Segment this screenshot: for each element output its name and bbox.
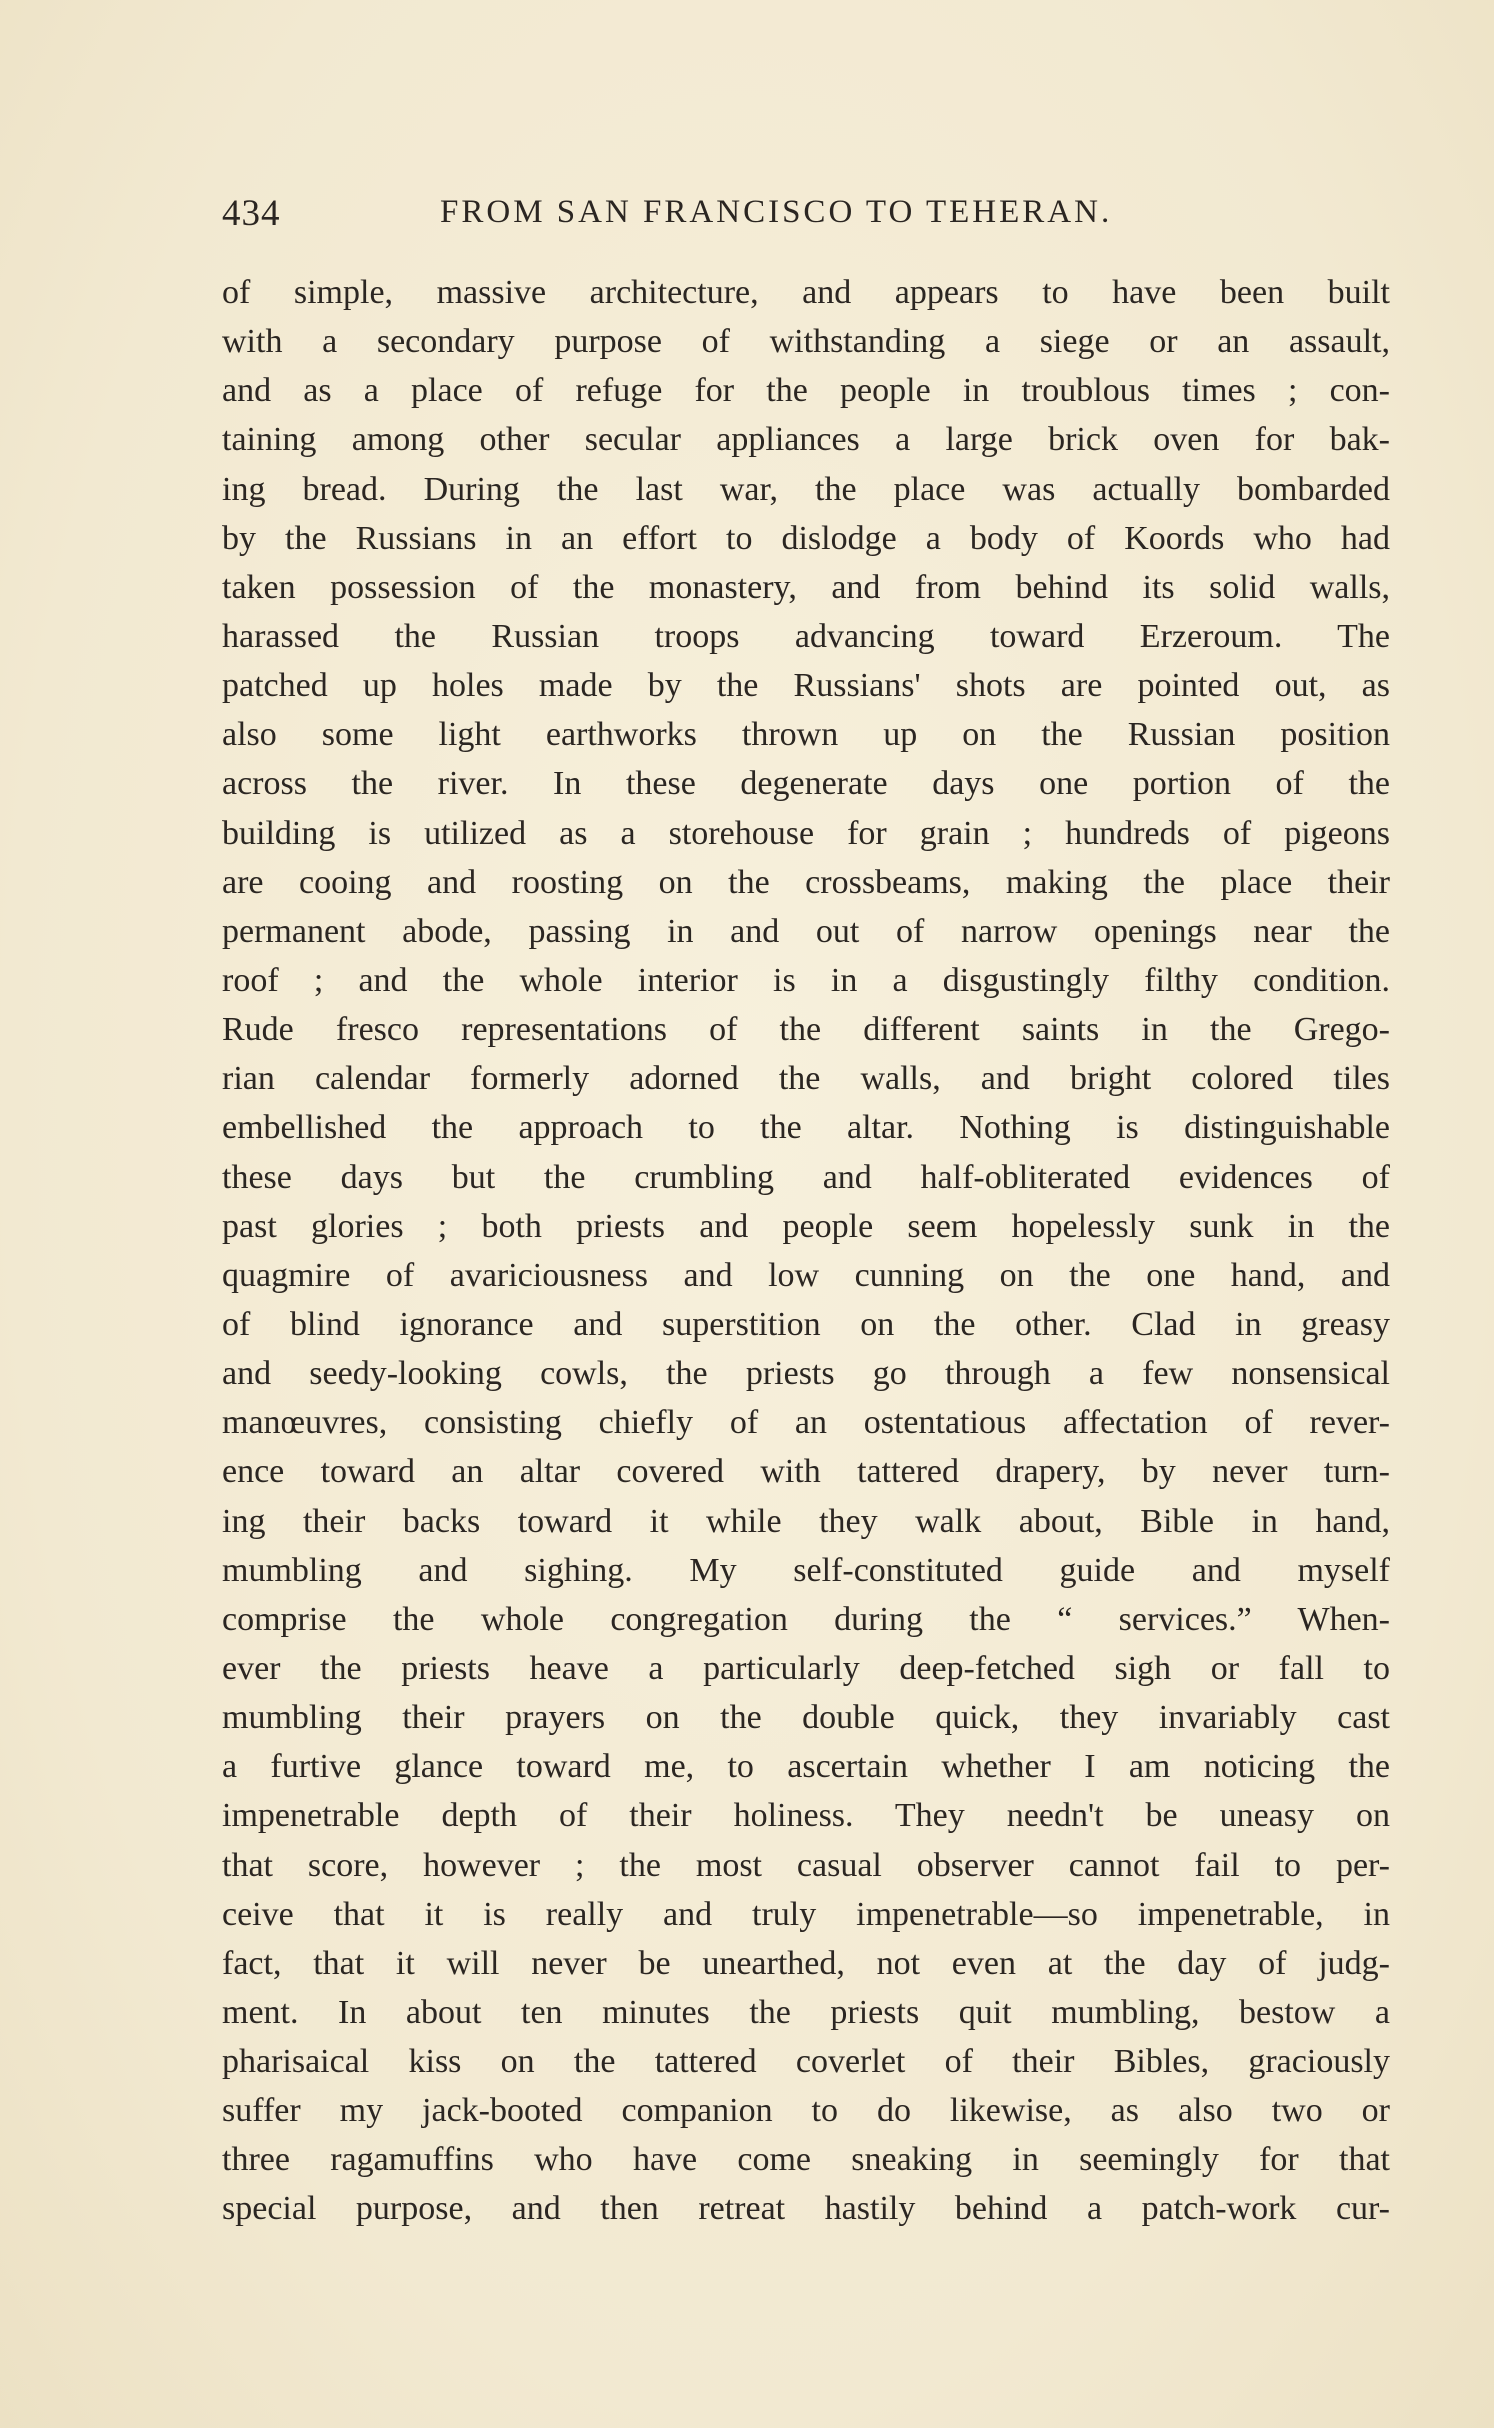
text-line: harassed the Russian troops advancing toward Erzeroum. The xyxy=(222,617,1390,655)
body-paragraph xyxy=(222,268,1390,2234)
text-line: rian calendar formerly adorned the walls, and bright colored tiles xyxy=(222,1060,1390,1098)
text-line: pharisaical kiss on the tattered coverlet of their Bibles, graciously xyxy=(222,2043,1390,2081)
text-line: three ragamuffins who have come sneaking in seemingly for that xyxy=(222,2141,1390,2179)
text-line: ing bread. During the last war, the place was actually bombarded xyxy=(222,470,1390,508)
text-line: these days but the crumbling and half-obliterated evidences of xyxy=(222,1158,1390,1196)
running-title: FROM SAN FRANCISCO TO TEHERAN. xyxy=(440,194,1113,230)
text-line: mumbling and sighing. My self-constituted guide and myself xyxy=(222,1551,1390,1589)
text-line: taken possession of the monastery, and from behind its solid walls, xyxy=(222,568,1390,606)
page-number: 434 xyxy=(222,193,281,234)
text-line: fact, that it will never be unearthed, not even at the day of judg- xyxy=(222,1944,1390,1982)
text-line: also some light earthworks thrown up on the Russian position xyxy=(222,716,1390,754)
text-line: of simple, massive architecture, and appears to have been built xyxy=(222,274,1390,311)
text-line: special purpose, and then retreat hastily behind a patch-work cur- xyxy=(222,2190,1390,2228)
text-line: ment. In about ten minutes the priests quit mumbling, bestow a xyxy=(222,1993,1390,2031)
text-line: by the Russians in an effort to dislodge a body of Koords who had xyxy=(222,519,1390,557)
text-line: roof ; and the whole interior is in a disgustingly filthy condition. xyxy=(222,961,1390,999)
text-line: quagmire of avariciousness and low cunning on the one hand, and xyxy=(222,1256,1390,1294)
text-line: a furtive glance toward me, to ascertain whether I am noticing the xyxy=(222,1748,1390,1786)
text-line: comprise the whole congregation during the “ services.” When- xyxy=(222,1600,1390,1638)
text-line: patched up holes made by the Russians' shots are pointed out, as xyxy=(222,667,1390,705)
text-line: across the river. In these degenerate days one portion of the xyxy=(222,765,1390,803)
text-line: manœuvres, consisting chiefly of an ostentatious affectation of rever- xyxy=(222,1404,1390,1442)
text-line: Rude fresco representations of the different saints in the Grego- xyxy=(222,1011,1390,1049)
text-line: with a secondary purpose of withstanding a siege or an assault, xyxy=(222,323,1390,361)
text-line: and as a place of refuge for the people in troublous times ; con- xyxy=(222,372,1390,410)
text-line: past glories ; both priests and people seem hopelessly sunk in the xyxy=(222,1207,1390,1245)
text-line: embellished the approach to the altar. Nothing is distinguishable xyxy=(222,1109,1390,1147)
text-line: are cooing and roosting on the crossbeams, making the place their xyxy=(222,863,1390,901)
text-line: ceive that it is really and truly impenetrable—so impenetrable, in xyxy=(222,1895,1390,1933)
text-line: impenetrable depth of their holiness. They needn't be uneasy on xyxy=(222,1797,1390,1835)
text-line: ever the priests heave a particularly deep-fetched sigh or fall to xyxy=(222,1649,1390,1687)
text-line: and seedy-looking cowls, the priests go through a few nonsensical xyxy=(222,1355,1390,1393)
text-line: that score, however ; the most casual observer cannot fail to per- xyxy=(222,1846,1390,1884)
text-line: taining among other secular appliances a large brick oven for bak- xyxy=(222,421,1390,459)
text-line: ence toward an altar covered with tattered drapery, by never turn- xyxy=(222,1453,1390,1491)
text-line: mumbling their prayers on the double quick, they invariably cast xyxy=(222,1699,1390,1737)
text-line: permanent abode, passing in and out of narrow openings near the xyxy=(222,912,1390,950)
text-line: of blind ignorance and superstition on the other. Clad in greasy xyxy=(222,1305,1390,1343)
text-line: ing their backs toward it while they walk about, Bible in hand, xyxy=(222,1502,1390,1540)
running-head xyxy=(222,192,1390,242)
text-line: building is utilized as a storehouse for grain ; hundreds of pigeons xyxy=(222,814,1390,852)
text-line: suffer my jack-booted companion to do likewise, as also two or xyxy=(222,2092,1390,2130)
